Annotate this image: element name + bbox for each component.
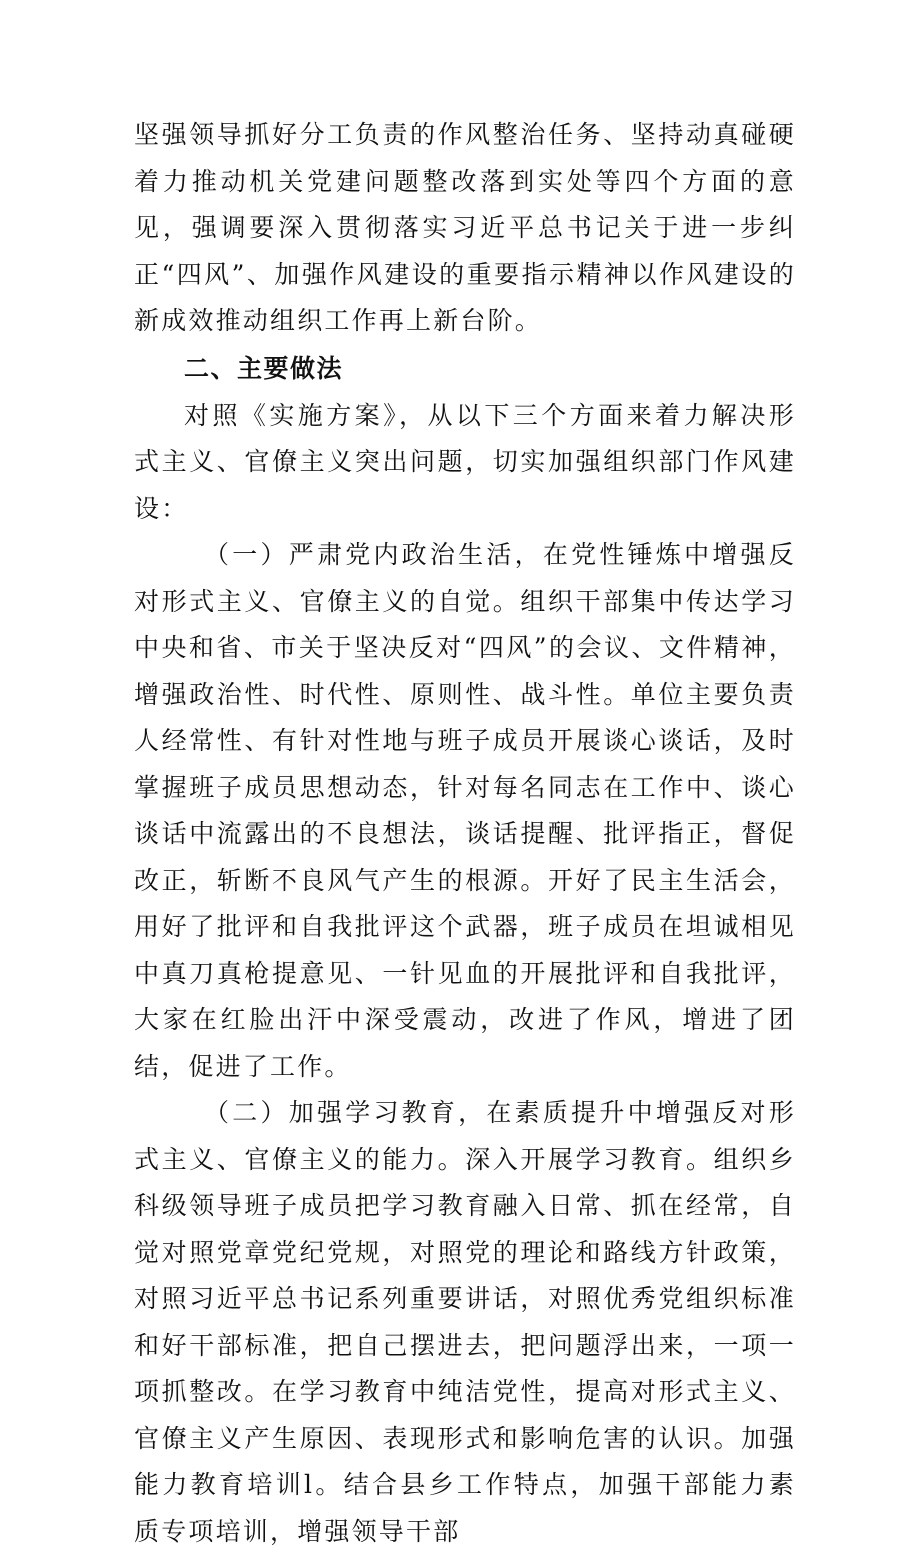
- paragraph-item-2: （二）加强学习教育，在素质提升中增强反对形式主义、官僚主义的能力。深入开展学习教育。组织乡科级领导班子成员把学习教育融入日常、抓在经常，自觉对照党章党纪党规，对照党的理论和路线方针政策，对照习近平总书记系列重要讲话，对照优秀党组织标准和好干部标准，把自己摆进去，把问题浮出来，一项一项抓整改。在学习教育中纯洁党性，提高对形式主义、官僚主义产生原因、表现形式和影响危害的认识。加强能力教育培训l。结合县乡工作特点，加强干部能力素质专项培训，增强领导干部: [134, 1098, 796, 1546]
- document-body: [134, 112, 796, 1555]
- overview-paragraph: 对照《实施方案》，从以下三个方面来着力解决形式主义、官僚主义突出问题，切实加强组织部门作风建设：: [134, 400, 796, 523]
- section-heading: 二、主要做法: [184, 353, 344, 383]
- intro-paragraph: 坚强领导抓好分工负责的作风整治任务、坚持动真碰硬着力推动机关党建问题整改落到实处等四个方面的意见，强调要深入贯彻落实习近平总书记关于进一步纠正“四风”、加强作风建设的重要指示精神以作风建设的新成效推动组织工作再上新台阶。: [134, 120, 796, 335]
- paragraph-item-1: （一）严肃党内政治生活，在党性锤炼中增强反对形式主义、官僚主义的自觉。组织干部集中传达学习中央和省、市关于坚决反对“四风”的会议、文件精神，增强政治性、时代性、原则性、战斗性。单位主要负责人经常性、有针对性地与班子成员开展谈心谈话，及时掌握班子成员思想动态，针对每名同志在工作中、谈心谈话中流露出的不良想法，谈话提醒、批评指正，督促改正，斩断不良风气产生的根源。开好了民主生活会，用好了批评和自我批评这个武器，班子成员在坦诚相见中真刀真枪提意见、一针见血的开展批评和自我批评，大家在红脸出汗中深受震动，改进了作风，增进了团结，促进了工作。: [134, 540, 796, 1081]
